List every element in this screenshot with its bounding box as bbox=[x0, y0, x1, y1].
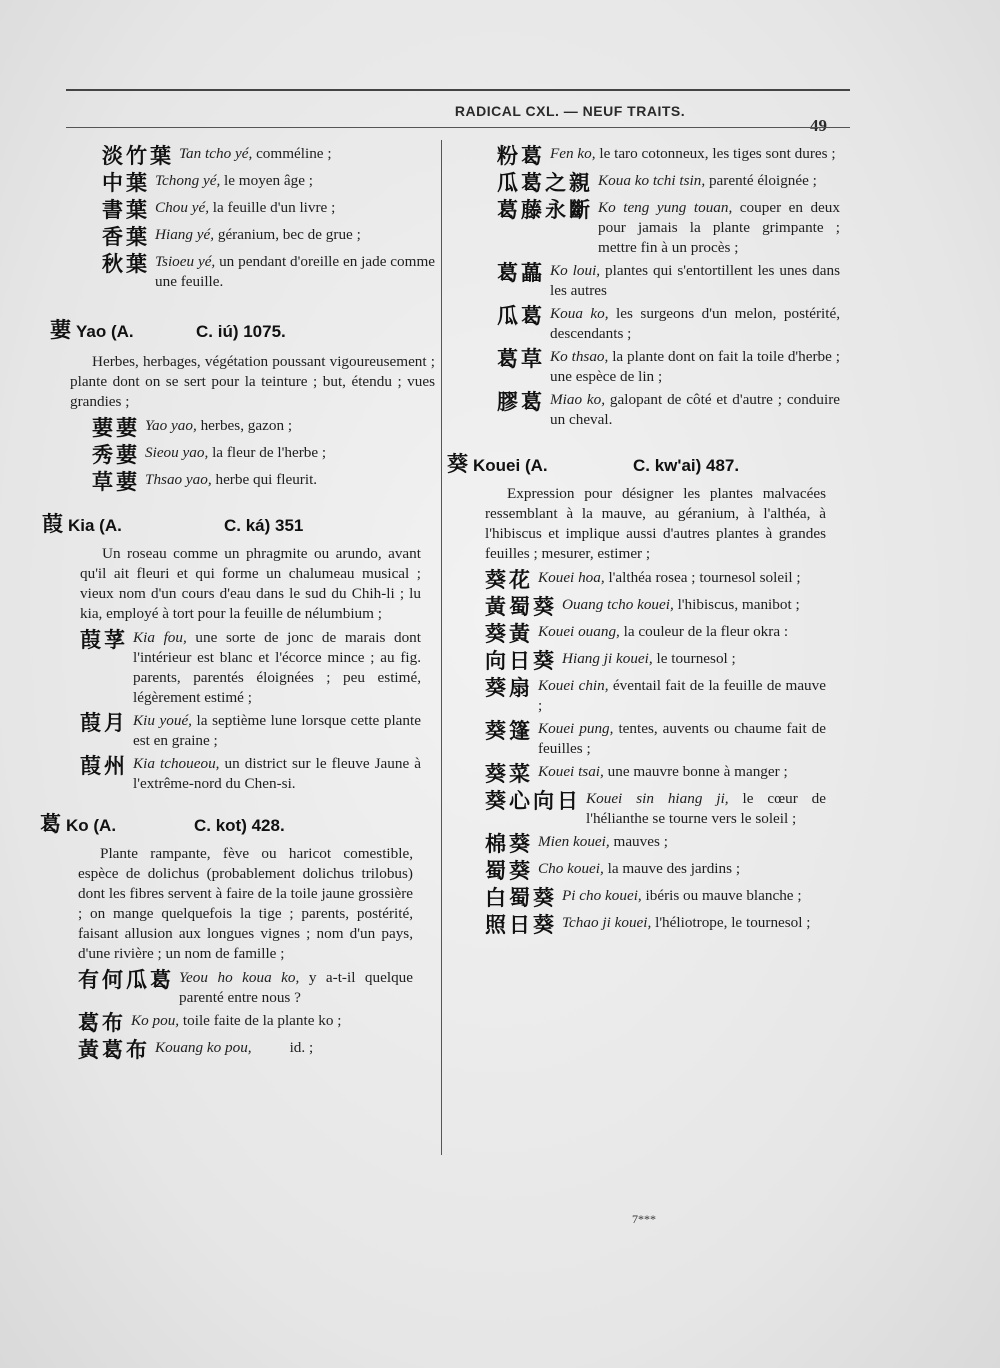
list-item bbox=[102, 171, 435, 195]
cjk-term: 粉葛 bbox=[497, 144, 545, 168]
definition: la plante dont on fait la toile d'herbe ; une espèce de lin ; bbox=[550, 348, 840, 385]
headword-code: C. iú) 1075. bbox=[196, 322, 286, 341]
right-column bbox=[447, 144, 840, 940]
cjk-term: 書葉 bbox=[102, 198, 150, 222]
list-item bbox=[497, 198, 840, 258]
signature-mark: 7*** bbox=[632, 1212, 656, 1226]
definition: id. ; bbox=[251, 1039, 314, 1056]
definition: les surgeons d'un melon, postérité, descendants ; bbox=[550, 305, 840, 342]
list-item bbox=[92, 470, 435, 494]
definition: le cœur de l'hélianthe se tourne vers le soleil ; bbox=[586, 790, 826, 827]
entry-kia bbox=[42, 508, 435, 794]
definition: l'hibiscus, manibot ; bbox=[673, 596, 800, 613]
list-item bbox=[485, 649, 826, 673]
definition: y a-t-il quelque parenté entre nous ? bbox=[179, 969, 414, 1006]
romanization: Kouang ko pou, bbox=[155, 1039, 252, 1056]
definition: herbes, gazon ; bbox=[196, 417, 293, 434]
definition: une mauvre bonne à manger ; bbox=[603, 763, 788, 780]
entry-kouei bbox=[447, 448, 840, 937]
list-item bbox=[78, 1038, 413, 1062]
header-rule-top bbox=[66, 89, 850, 91]
headword-romanization: Kia (A. bbox=[68, 516, 122, 535]
cjk-term: 有何瓜葛 bbox=[78, 968, 174, 992]
headword-code: C. kw'ai) 487. bbox=[633, 456, 740, 475]
cjk-term: 棉葵 bbox=[485, 832, 533, 856]
list-item bbox=[485, 859, 826, 883]
romanization: Kouei ouang, bbox=[538, 623, 620, 640]
cjk-term: 照日葵 bbox=[485, 913, 557, 937]
romanization: Cho kouei, bbox=[538, 860, 604, 877]
headword-romanization: Yao (A. bbox=[76, 322, 134, 341]
headword bbox=[50, 314, 435, 344]
running-title: RADICAL CXL. — NEUF TRAITS. bbox=[454, 103, 686, 119]
definition: ibéris ou mauve blanche ; bbox=[641, 887, 802, 904]
definition: la septième lune lorsque cette plante est en graine ; bbox=[133, 712, 421, 749]
definition: le taro cotonneux, les tiges sont dures ; bbox=[595, 145, 836, 162]
romanization: Kouei tsai, bbox=[538, 763, 604, 780]
cjk-term: 葵篷 bbox=[485, 719, 533, 743]
list-item bbox=[485, 832, 826, 856]
romanization: Ouang tcho kouei, bbox=[562, 596, 674, 613]
romanization: Koua ko, bbox=[550, 305, 609, 322]
list-item bbox=[485, 568, 826, 592]
definition: géranium, bec de grue ; bbox=[214, 226, 361, 243]
romanization: Ko teng yung touan, bbox=[598, 199, 733, 216]
cjk-term: 葵菜 bbox=[485, 762, 533, 786]
cjk-term: 香葉 bbox=[102, 225, 150, 249]
list-item bbox=[497, 261, 840, 301]
definition: galopant de côté et d'autre ; conduire un cheval. bbox=[550, 391, 840, 428]
cjk-term: 葭莩 bbox=[80, 628, 128, 652]
headword-romanization: Kouei (A. bbox=[473, 456, 548, 475]
list-item bbox=[497, 304, 840, 344]
headword-char: 葵 bbox=[447, 452, 468, 476]
romanization: Kouei chin, bbox=[538, 677, 609, 694]
headword-char: 葛 bbox=[40, 812, 61, 836]
definition: la feuille d'un livre ; bbox=[209, 199, 336, 216]
list-item bbox=[485, 886, 826, 910]
list-item bbox=[80, 628, 421, 708]
cjk-term: 中葉 bbox=[102, 171, 150, 195]
definition: le tournesol ; bbox=[652, 650, 736, 667]
list-item bbox=[485, 789, 826, 829]
romanization: Tsioeu yé, bbox=[155, 253, 216, 270]
romanization: Thsao yao, bbox=[145, 471, 212, 488]
entry-ko bbox=[40, 808, 435, 1062]
definition: le moyen âge ; bbox=[220, 172, 314, 189]
definition: éventail fait de la feuille de mauve ; bbox=[538, 677, 826, 714]
romanization: Yeou ho koua ko, bbox=[179, 969, 300, 986]
right-top-entries bbox=[447, 144, 840, 430]
cjk-term: 葽葽 bbox=[92, 416, 140, 440]
list-item bbox=[80, 754, 421, 794]
romanization: Miao ko, bbox=[550, 391, 606, 408]
cjk-term: 葵心向日 bbox=[485, 789, 581, 813]
cjk-term: 葵黃 bbox=[485, 622, 533, 646]
romanization: Kouei sin hiang ji, bbox=[586, 790, 729, 807]
list-item bbox=[485, 676, 826, 716]
list-item bbox=[102, 225, 435, 249]
romanization: Kia tchoueou, bbox=[133, 755, 220, 772]
header-rule-bottom bbox=[66, 127, 850, 128]
list-item bbox=[497, 171, 840, 195]
list-item bbox=[102, 252, 435, 292]
cjk-term: 向日葵 bbox=[485, 649, 557, 673]
romanization: Ko pou, bbox=[131, 1012, 180, 1029]
definition-paragraph: Expression pour désigner les plantes malvacées ressemblant à la mauve, au géranium, à l'althéa, à l'hibiscus et implique aussi d'autres plantes à grandes feuilles ; mesurer, estimer ; bbox=[485, 485, 826, 562]
cjk-term: 黃蜀葵 bbox=[485, 595, 557, 619]
definition: comméline ; bbox=[252, 145, 332, 162]
definition: la fleur de l'herbe ; bbox=[208, 444, 327, 461]
cjk-term: 葛藟 bbox=[497, 261, 545, 285]
definition: un district sur le fleuve Jaune à l'extrême-nord du Chen-si. bbox=[133, 755, 421, 792]
romanization: Ko loui, bbox=[550, 262, 601, 279]
cjk-term: 膠葛 bbox=[497, 390, 545, 414]
cjk-term: 葛藤永斷 bbox=[497, 198, 593, 222]
cjk-term: 黃葛布 bbox=[78, 1038, 150, 1062]
romanization: Tchong yé, bbox=[155, 172, 221, 189]
definition-paragraph: Plante rampante, fève ou haricot comestible, espèce de dolichus (probablement dolichus trilobus) dont les fibres servent à faire de la toile jaune grossière ; on mange quelquefois la tige ; parents, postérité, faisant allusion aux longues vignes ; nom d'un pays, d'une rivière ; un nom de famille ; bbox=[78, 845, 413, 962]
definition-paragraph: Un roseau comme un phragmite ou arundo, avant qu'il ait fleuri et qui forme un chalumeau musical ; vieux nom d'un cours d'eau dans le sud du Chih-li ; lu kia, employé à tort pour la feuille de nélumbium ; bbox=[80, 545, 421, 622]
romanization: Kouei pung, bbox=[538, 720, 614, 737]
running-header bbox=[0, 103, 1000, 119]
entry-yao bbox=[50, 314, 435, 494]
romanization: Mien kouei, bbox=[538, 833, 610, 850]
romanization: Kia fou, bbox=[133, 629, 187, 646]
definition: toile faite de la plante ko ; bbox=[179, 1012, 342, 1029]
headword bbox=[447, 448, 840, 478]
definition: un pendant d'oreille en jade comme une feuille. bbox=[155, 253, 436, 290]
cjk-term: 瓜葛 bbox=[497, 304, 545, 328]
romanization: Hiang ji kouei, bbox=[562, 650, 653, 667]
list-item bbox=[485, 762, 826, 786]
definition: la mauve des jardins ; bbox=[603, 860, 741, 877]
cjk-term: 蜀葵 bbox=[485, 859, 533, 883]
romanization: Chou yé, bbox=[155, 199, 209, 216]
romanization: Fen ko, bbox=[550, 145, 596, 162]
cjk-term: 草葽 bbox=[92, 470, 140, 494]
definition: la couleur de la fleur okra : bbox=[619, 623, 789, 640]
headword-romanization: Ko (A. bbox=[66, 816, 117, 835]
headword-char: 葭 bbox=[42, 512, 63, 536]
cjk-term: 葛布 bbox=[78, 1011, 126, 1035]
cjk-term: 白蜀葵 bbox=[485, 886, 557, 910]
definition: tentes, auvents ou chaume fait de feuilles ; bbox=[538, 720, 826, 757]
romanization: Koua ko tchi tsin, bbox=[598, 172, 706, 189]
list-item bbox=[497, 390, 840, 430]
cjk-term: 秀葽 bbox=[92, 443, 140, 467]
romanization: Tchao ji kouei, bbox=[562, 914, 652, 931]
cjk-term: 秋葉 bbox=[102, 252, 150, 276]
list-item bbox=[92, 416, 435, 440]
romanization: Kiu youé, bbox=[133, 712, 192, 729]
cjk-term: 淡竹葉 bbox=[102, 144, 174, 168]
definition: l'héliotrope, le tournesol ; bbox=[651, 914, 811, 931]
headword bbox=[42, 508, 435, 538]
list-item bbox=[485, 595, 826, 619]
list-item bbox=[80, 711, 421, 751]
cjk-term: 葛草 bbox=[497, 347, 545, 371]
list-item bbox=[102, 144, 435, 168]
definition: herbe qui fleurit. bbox=[211, 471, 318, 488]
definition: mauves ; bbox=[609, 833, 668, 850]
definition: l'althéa rosea ; tournesol soleil ; bbox=[604, 569, 801, 586]
list-item bbox=[497, 144, 840, 168]
list-item bbox=[485, 719, 826, 759]
cjk-term: 葭州 bbox=[80, 754, 128, 778]
definition: une sorte de jonc de marais dont l'intérieur est blanc et l'écorce mince ; au fig. parents, parentés éloignées ; peu estimé, légèrement estimé ; bbox=[133, 629, 421, 706]
column-divider bbox=[441, 140, 442, 1155]
headword-code: C. kot) 428. bbox=[194, 816, 285, 835]
romanization: Kouei hoa, bbox=[538, 569, 605, 586]
list-item bbox=[78, 1011, 413, 1035]
list-item bbox=[485, 913, 826, 937]
cjk-term: 葵扇 bbox=[485, 676, 533, 700]
headword-code: C. ká) 351 bbox=[224, 516, 304, 535]
romanization: Tan tcho yé, bbox=[179, 145, 253, 162]
left-column bbox=[40, 144, 436, 1065]
definition: couper en deux pour jamais la plante grimpante ; mettre fin à un procès ; bbox=[598, 199, 840, 256]
definition-paragraph: Herbes, herbages, végétation poussant vigoureusement ; plante dont on se sert pour la teinture ; but, étendu ; vues grandies ; bbox=[70, 353, 435, 410]
definition: parenté éloignée ; bbox=[705, 172, 817, 189]
list-item bbox=[78, 968, 413, 1008]
cjk-term: 葭月 bbox=[80, 711, 128, 735]
romanization: Yao yao, bbox=[145, 417, 197, 434]
romanization: Ko thsao, bbox=[550, 348, 609, 365]
definition: plantes qui s'entortillent les unes dans les autres bbox=[550, 262, 840, 299]
headword-char: 葽 bbox=[50, 318, 71, 342]
romanization: Pi cho kouei, bbox=[562, 887, 642, 904]
cjk-term: 葵花 bbox=[485, 568, 533, 592]
list-item bbox=[102, 198, 435, 222]
list-item bbox=[92, 443, 435, 467]
headword bbox=[40, 808, 435, 838]
page-number: 49 bbox=[810, 116, 827, 135]
left-top-entries bbox=[50, 144, 435, 292]
cjk-term: 瓜葛之親 bbox=[497, 171, 593, 195]
list-item bbox=[497, 347, 840, 387]
romanization: Hiang yé, bbox=[155, 226, 215, 243]
romanization: Sieou yao, bbox=[145, 444, 209, 461]
list-item bbox=[485, 622, 826, 646]
